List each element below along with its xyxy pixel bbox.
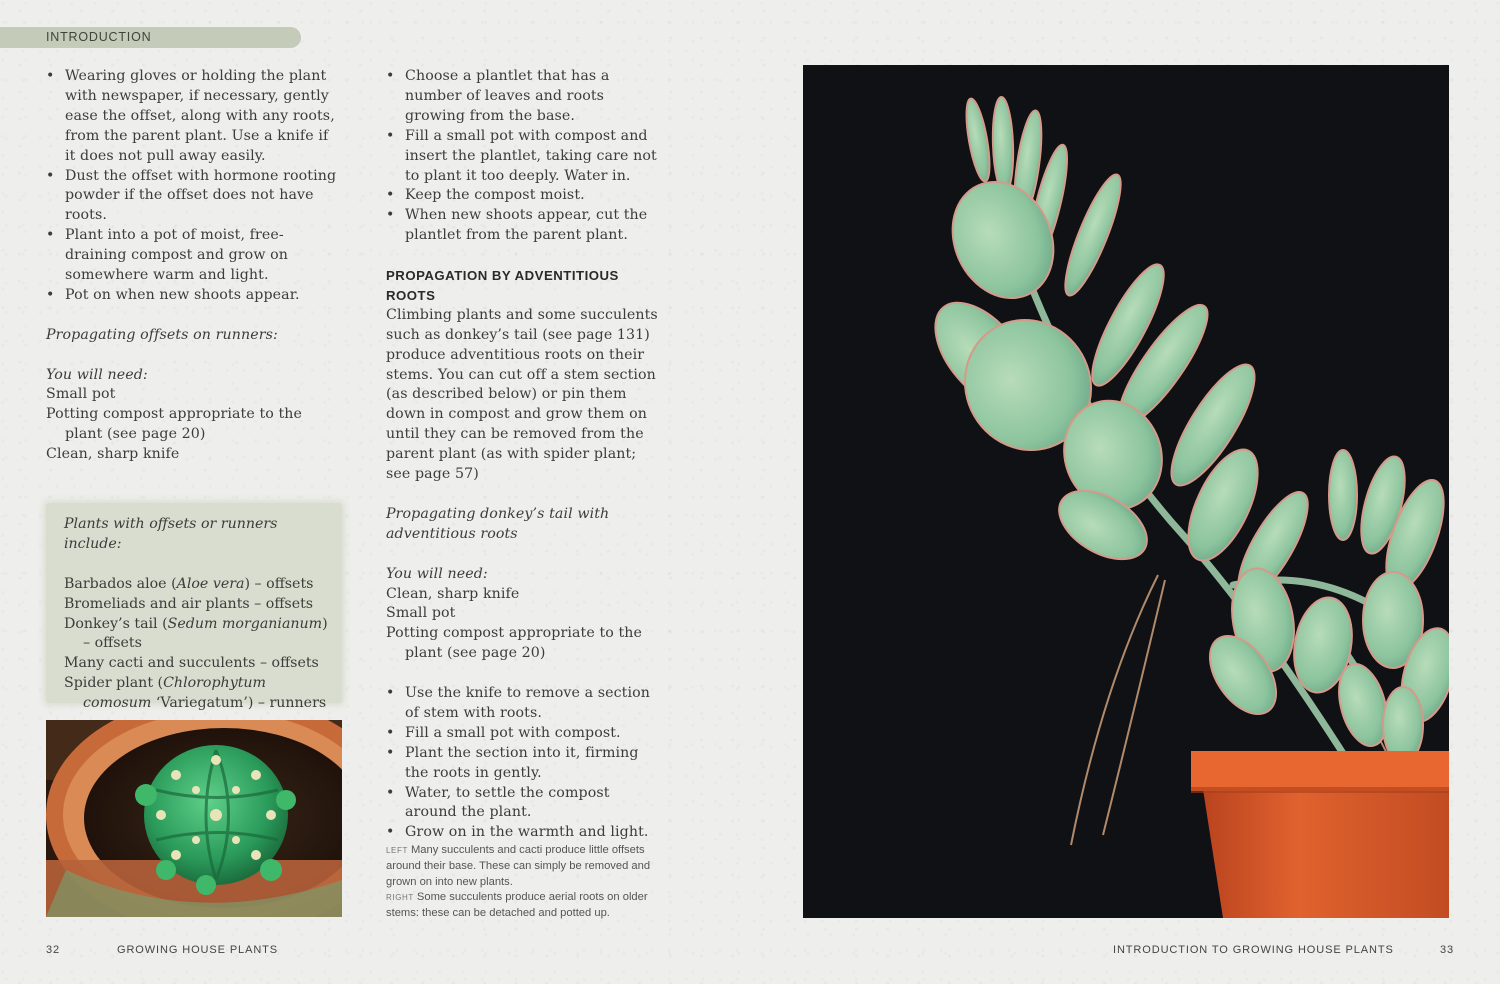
need-label: You will need: [386,565,488,582]
caption-left: LEFT Many succulents and cacti produce little offsets around their base. These can simply be removed and grown on into new plants. [386,844,651,888]
left-column [46,67,341,465]
succulent-photo [803,65,1449,918]
body-paragraph: Climbing plants and some succulents such as donkey’s tail (see page 131) produce adventitious roots on their stems. You can cut off a stem section (as described below) or pin them down in compost and grow them on until they can be removed from the parent plant (as with spider plant; see page 57) [386,306,658,483]
succulent-illustration [803,65,1449,918]
adventitious-steps-list [386,684,661,843]
right-page-number: 33 [1440,944,1455,956]
list-item: • Wearing gloves or holding the plant with newspaper, if necessary, gently ease the offset, along with any roots, from the parent plant. Use a knife if it does not pull away easily. [46,67,341,167]
list-item: • Use the knife to remove a section of stem with roots. [386,684,661,724]
box-item: Donkey’s tail (Sedum morganianum) – offsets [64,615,328,652]
plantlet-steps-list [386,67,661,246]
photo-caption [386,843,666,922]
list-item: • Fill a small pot with compost. [386,724,661,744]
box-item: Barbados aloe (Aloe vera) – offsets [64,575,314,592]
list-item: • When new shoots appear, cut the plantlet from the parent plant. [386,206,661,246]
need-item: Small pot [386,605,456,622]
need-label: You will need: [46,366,148,383]
cactus-illustration [46,720,342,917]
box-item: Spider plant (Chlorophytum comosum ‘Variegatum’) – runners [64,675,327,712]
cactus-photo [46,720,342,917]
right-running-title: INTRODUCTION TO GROWING HOUSE PLANTS [1113,944,1394,956]
list-item: • Plant into a pot of moist, free-draining compost and grow on somewhere warm and light. [46,226,341,286]
left-page-number: 32 [46,944,61,956]
list-item: • Choose a plantlet that has a number of leaves and roots growing from the base. [386,67,661,127]
list-item: • Keep the compost moist. [386,186,661,206]
box-title: Plants with offsets or runners include: [64,516,278,552]
list-item: • Water, to settle the compost around the plant. [386,784,661,824]
need-item: Potting compost appropriate to the plant (see page 20) [46,406,303,443]
section-tab [0,27,301,48]
list-item: • Fill a small pot with compost and insert the plantlet, taking care not to plant it too deeply. Water in. [386,127,661,187]
caption-right: RIGHT Some succulents produce aerial roots on older stems: these can be detached and potted up. [386,891,648,920]
list-item: • Pot on when new shoots appear. [46,286,341,306]
section-heading: PROPAGATION BY ADVENTITIOUS ROOTS [386,268,619,303]
box-item: Many cacti and succulents – offsets [64,655,319,672]
list-item: • Plant the section into it, firming the roots in gently. [386,744,661,784]
box-item: Bromeliads and air plants – offsets [64,595,314,612]
offset-steps-list [46,67,341,306]
middle-column [386,67,661,843]
list-item: • Grow on in the warmth and light. [386,823,661,843]
section-tab-label: INTRODUCTION [46,30,152,44]
plants-with-offsets-box [46,503,342,712]
subheading: Propagating donkey’s tail with adventitious roots [386,505,610,542]
need-item: Small pot [46,386,116,403]
need-item: Potting compost appropriate to the plant (see page 20) [386,625,643,662]
need-item: Clean, sharp knife [46,446,180,463]
need-item: Clean, sharp knife [386,585,520,602]
left-running-title: GROWING HOUSE PLANTS [117,944,279,956]
list-item: • Dust the offset with hormone rooting powder if the offset does not have roots. [46,167,341,227]
runners-heading: Propagating offsets on runners: [46,326,278,343]
